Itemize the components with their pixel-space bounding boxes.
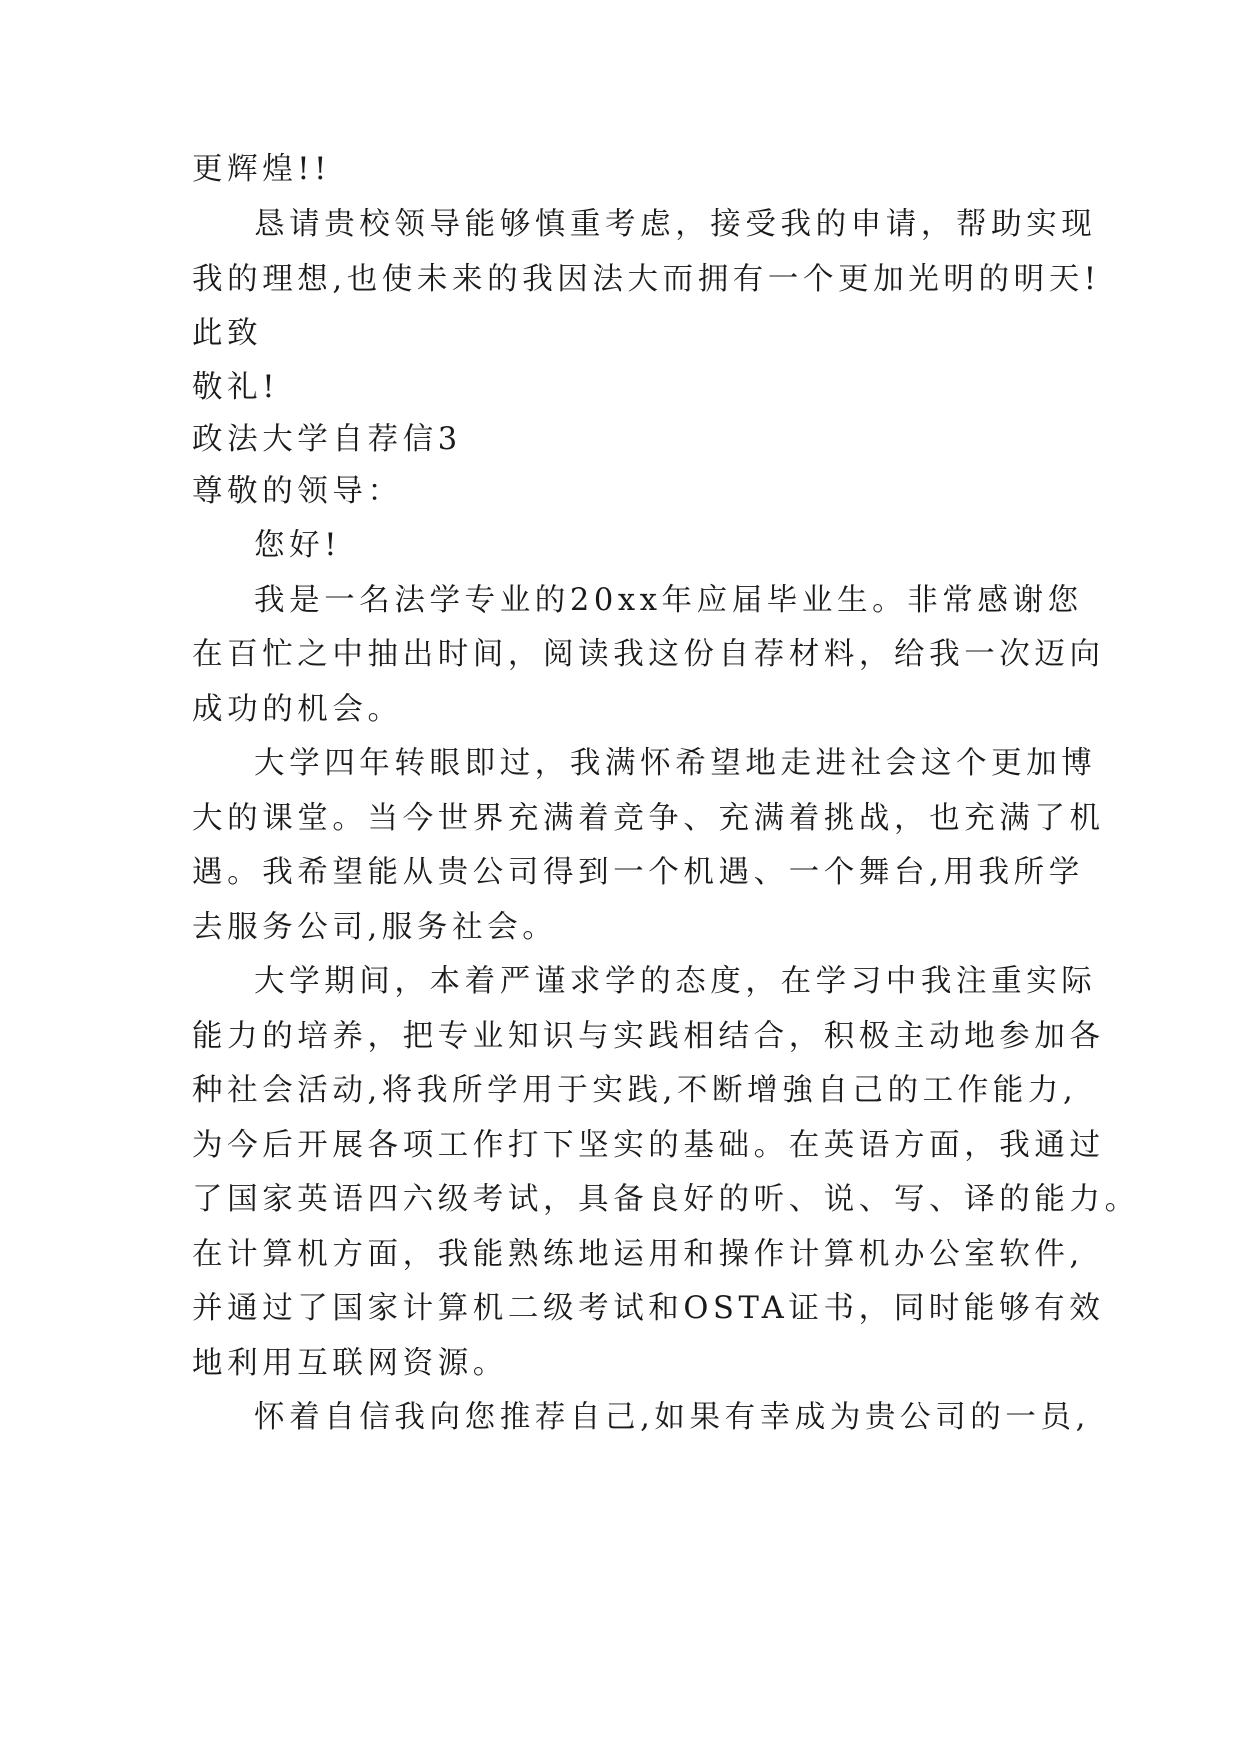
text-line: 遇。我希望能从贵公司得到一个机遇、一个舞台,用我所学 <box>192 855 1084 890</box>
greeting: 尊敬的领导： <box>192 474 403 509</box>
text-line: 大的课堂。当今世界充满着竞争、充满着挑战，也充满了机 <box>192 801 1105 836</box>
text-line: 成功的机会。 <box>192 692 403 727</box>
text-line: 能力的培养，把专业知识与实践相结合，积极主动地参加各 <box>192 1019 1105 1054</box>
text-line: 更辉煌!! <box>192 152 332 187</box>
closing-regards: 敬礼! <box>192 370 280 405</box>
text-line: 大学期间，本着严谨求学的态度，在学习中我注重实际 <box>254 964 1097 999</box>
text-line: 在百忙之中抽出时间，阅读我这份自荐材料，给我一次迈向 <box>192 637 1105 672</box>
text-line: 怀着自信我向您推荐自己,如果有幸成为贵公司的一员, <box>254 1400 1090 1435</box>
text-line: 我是一名法学专业的20xx年应届毕业生。非常感谢您 <box>254 583 1083 618</box>
text-line: 种社会活动,将我所学用于实践,不断增強自己的工作能力, <box>192 1073 1078 1108</box>
text-line: 为今后开展各项工作打下坚实的基础。在英语方面，我通过 <box>192 1128 1105 1163</box>
text-line: 在计算机方面，我能熟练地运用和操作计算机办公室软件, <box>192 1237 1084 1272</box>
text-line: 大学四年转眼即过，我满怀希望地走进社会这个更加博 <box>254 746 1097 781</box>
text-line: 地利用互联网资源。 <box>192 1346 508 1381</box>
text-line: 并通过了国家计算机二级考试和OSTA证书，同时能够有效 <box>192 1291 1105 1326</box>
text-line: 了国家英语四六级考试，具备良好的听、说、写、译的能力。 <box>192 1182 1140 1217</box>
text-line: 我的理想,也使未来的我因法大而拥有一个更加光明的明天! <box>192 262 1101 297</box>
text-line: 去服务公司,服务社会。 <box>192 910 558 945</box>
text-line: 恳请贵校领导能够慎重考虑，接受我的申请，帮助实现 <box>254 207 1097 242</box>
greeting-hello: 您好! <box>254 528 342 563</box>
section-title: 政法大学自荐信3 <box>192 422 462 457</box>
closing-salutation: 此致 <box>192 316 263 351</box>
